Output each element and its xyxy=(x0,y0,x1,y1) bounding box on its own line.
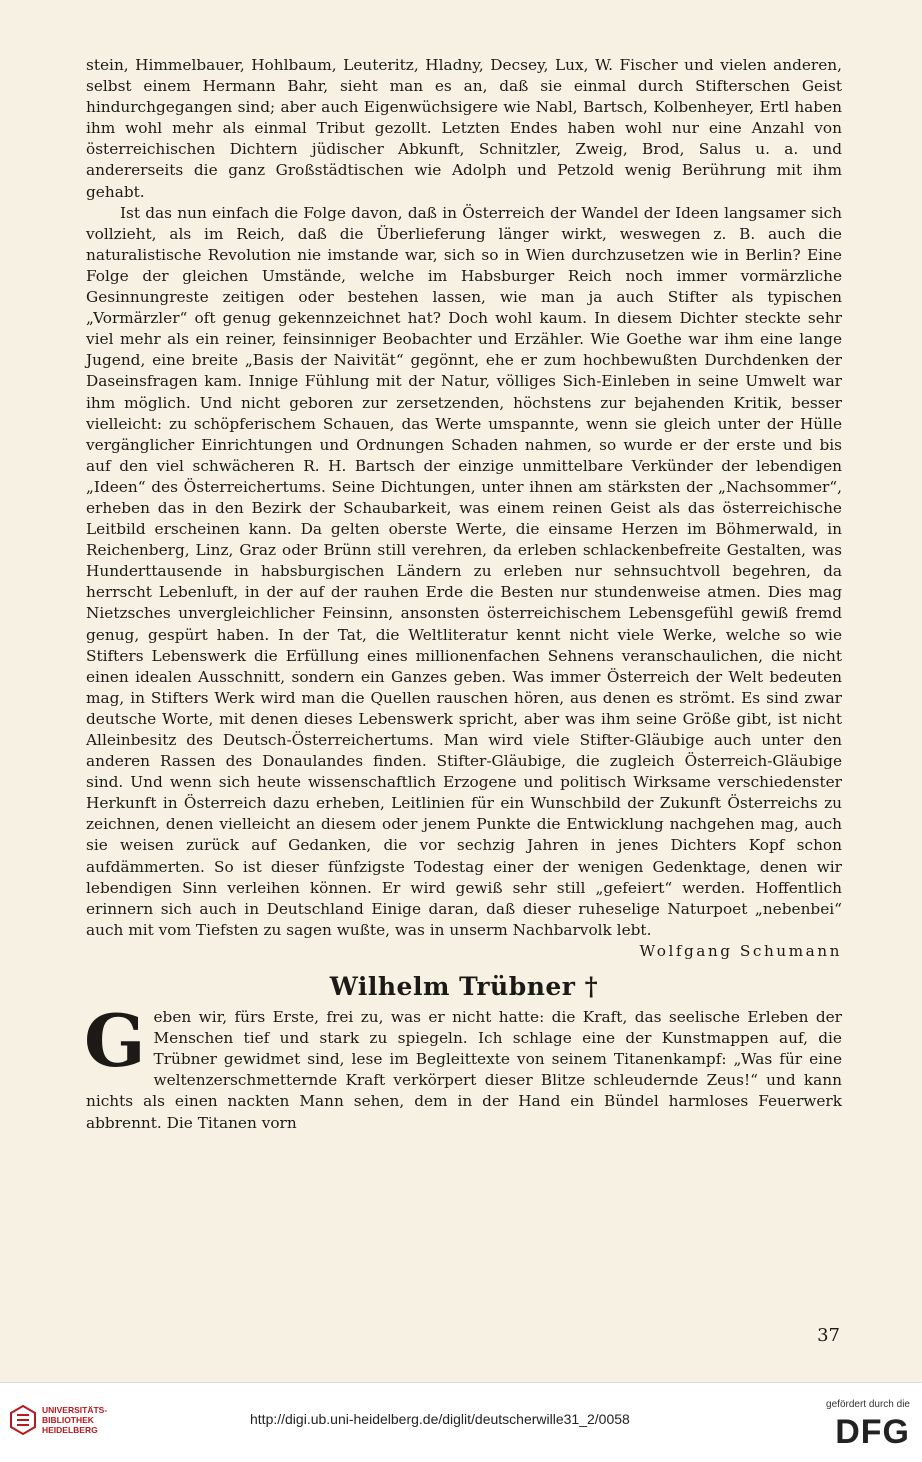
article-stifter xyxy=(86,55,842,962)
footer-bar xyxy=(0,1382,922,1462)
paragraph-1: stein, Himmelbauer, Hohlbaum, Leuteritz, Hladny, Decsey, Lux, W. Fischer und vielen anderen, selbst einem Hermann Bahr, sieht man es an, daß sie einmal durch Stifterschen Geist hindurchgegangen sind; aber auch Eigenwüchsigere wie Nabl, Bartsch, Kolbenheyer, Ertl haben ihm wohl mehr als einmal Tribut gezollt. Letzten Endes haben wohl nur eine Anzahl von österreichischen Dichtern jüdischer Abkunft, Schnitzler, Zweig, Brod, Salus u. a. und andererseits die ganz Großstädtischen wie Adolph und Petzold wenig Berührung mit ihm gehabt. xyxy=(86,56,842,201)
funding-caption: gefördert durch die xyxy=(826,1399,910,1410)
dfg-logo: DFG xyxy=(835,1413,910,1451)
article-truebner xyxy=(84,998,842,1134)
library-name: UNIVERSITÄTS-BIBLIOTHEK HEIDELBERG xyxy=(42,1405,108,1435)
drop-cap: G xyxy=(84,998,146,1084)
article-text: eben wir, fürs Erste, frei zu, was er nicht hatte: die Kraft, das seelische Erleben der Menschen tief und stark zu spiegeln. Ich schlage eine der Kunstmappen auf, die Trübner gewidmet sind, lese im Begleittexte von seinem Titanenkampf: „Was für eine weltenzerschmetternde Kraft verkörpert dieser Blitze schleudernde Zeus!“ und kann nichts als einen nackten Mann sehen, dem in der Hand ein Bündel harmloses Feuerwerk abbrennt. Die Titanen vorn xyxy=(86,1008,842,1132)
author-signature: Wolfgang Schumann xyxy=(639,941,842,960)
page-number: 37 xyxy=(817,1325,840,1346)
article-title: Wilhelm Trübner † xyxy=(329,972,599,1002)
university-logo-icon xyxy=(10,1405,36,1435)
page-content xyxy=(86,55,842,1134)
paragraph-2: Ist das nun einfach die Folge davon, daß in Österreich der Wandel der Ideen langsamer sich vollzieht, als im Reich, daß die Überlieferung länger wirkt, weswegen z. B. auch die naturalistische Revolution nie imstande war, sich so in Wien durchzusetzen wie in Berlin? Eine Folge der gleichen Umstände, welche im Habsburger Reich noch immer vormärzliche Gesinnungreste zeitigen oder bestehen lassen, wie man ja auch Stifter als typischen „Vormärzler“ oft genug gekennzeichnet hat? Doch wohl kaum. In diesem Dichter steckte sehr viel mehr als ein reiner, feinsinniger Beobachter und Erzähler. Wie Goethe war ihm eine lange Jugend, eine breite „Basis der Naivität“ gegönnt, ehe er zum hochbewußten Durchdenken der Daseinsfragen kam. Innige Fühlung mit der Natur, völliges Sich-Einleben in seine Umwelt war ihm möglich. Und nicht geboren zur zersetzenden, höchstens zur bejahenden Kritik, besser vielleicht: zu schöpferischem Schauen, das Werte umspannte, wenn sie gleich unter der Hülle vergänglicher Einrichtungen und Ordnungen Schaden nahmen, so wurde er der erste und bis auf den viel schwächeren R. H. Bartsch der einzige unmittelbare Verkünder der lebendigen „Ideen“ des Österreichertums. Seine Dichtungen, unter ihnen am stärksten der „Nachsommer“, erheben das in den Bezirk der Schaubarkeit, was einem reinen Geist als das österreichische Leitbild erscheinen kann. Da gelten oberste Werte, die einsame Herzen im Böhmerwald, in Reichenberg, Linz, Graz oder Brünn still verehren, da erleben schlackenbefreite Gestalten, was Hunderttausende in habsburgischen Ländern zu erleben nur sehnsuchtvoll begehren, da herrscht Lebenluft, in der auf der rauhen Erde die Besten nur stundenweise atmen. Dies mag Nietzsches unvergleichlicher Feinsinn, ansonsten österreichischem Lebensgefühl gewiß fremd genug, gespürt haben. In der Tat, die Weltliteratur kennt nicht viele Werke, welche so wie Stifters Lebenswerk die Erfüllung eines millionenfachen Sehnens veranschaulichen, die nicht einen idealen Ausschnitt, sondern ein Ganzes geben. Was immer Österreich der Welt bedeuten mag, in Stifters Werk wird man die Quellen rauschen hören, aus denen es strömt. Es sind zwar deutsche Worte, mit denen dieses Lebenswerk spricht, aber was ihm seine Größe gibt, ist nicht Alleinbesitz des Deutsch-Österreichertums. Man wird viele Stifter-Gläubige auch unter den anderen Rassen des Donaulandes finden. Stifter-Gläubige, die zugleich Österreich-Gläubige sind. Und wenn sich heute wissenschaftlich Erzogene und politisch Wirksame verschiedenster Herkunft in Österreich dazu erheben, Leitlinien für ein Wunschbild der Zukunft Österreichs zu zeichnen, denen vielleicht an diesem oder jenem Punkte die Entwicklung nachgehen mag, auch sie weisen zurück auf Gedanken, die vor sechzig Jahren in jenes Dichters Kopf schon aufdämmerten. So ist dieser fünfzigste Todestag einer der wenigen Gedenktage, denen wir lebendigen Sinn verleihen können. Er wird gewiß sehr still „gefeiert“ werden. Hoffentlich erinnern sich auch in Deutschland Einige daran, daß dieser ruheselige Naturpoet „nebenbei“ auch mit vom Tiefsten zu sagen wußte, was in unserm Nachbarvolk lebt. xyxy=(86,203,842,939)
source-url[interactable]: http://digi.ub.uni-heidelberg.de/diglit/deutscherwille31_2/0058 xyxy=(250,1411,630,1427)
